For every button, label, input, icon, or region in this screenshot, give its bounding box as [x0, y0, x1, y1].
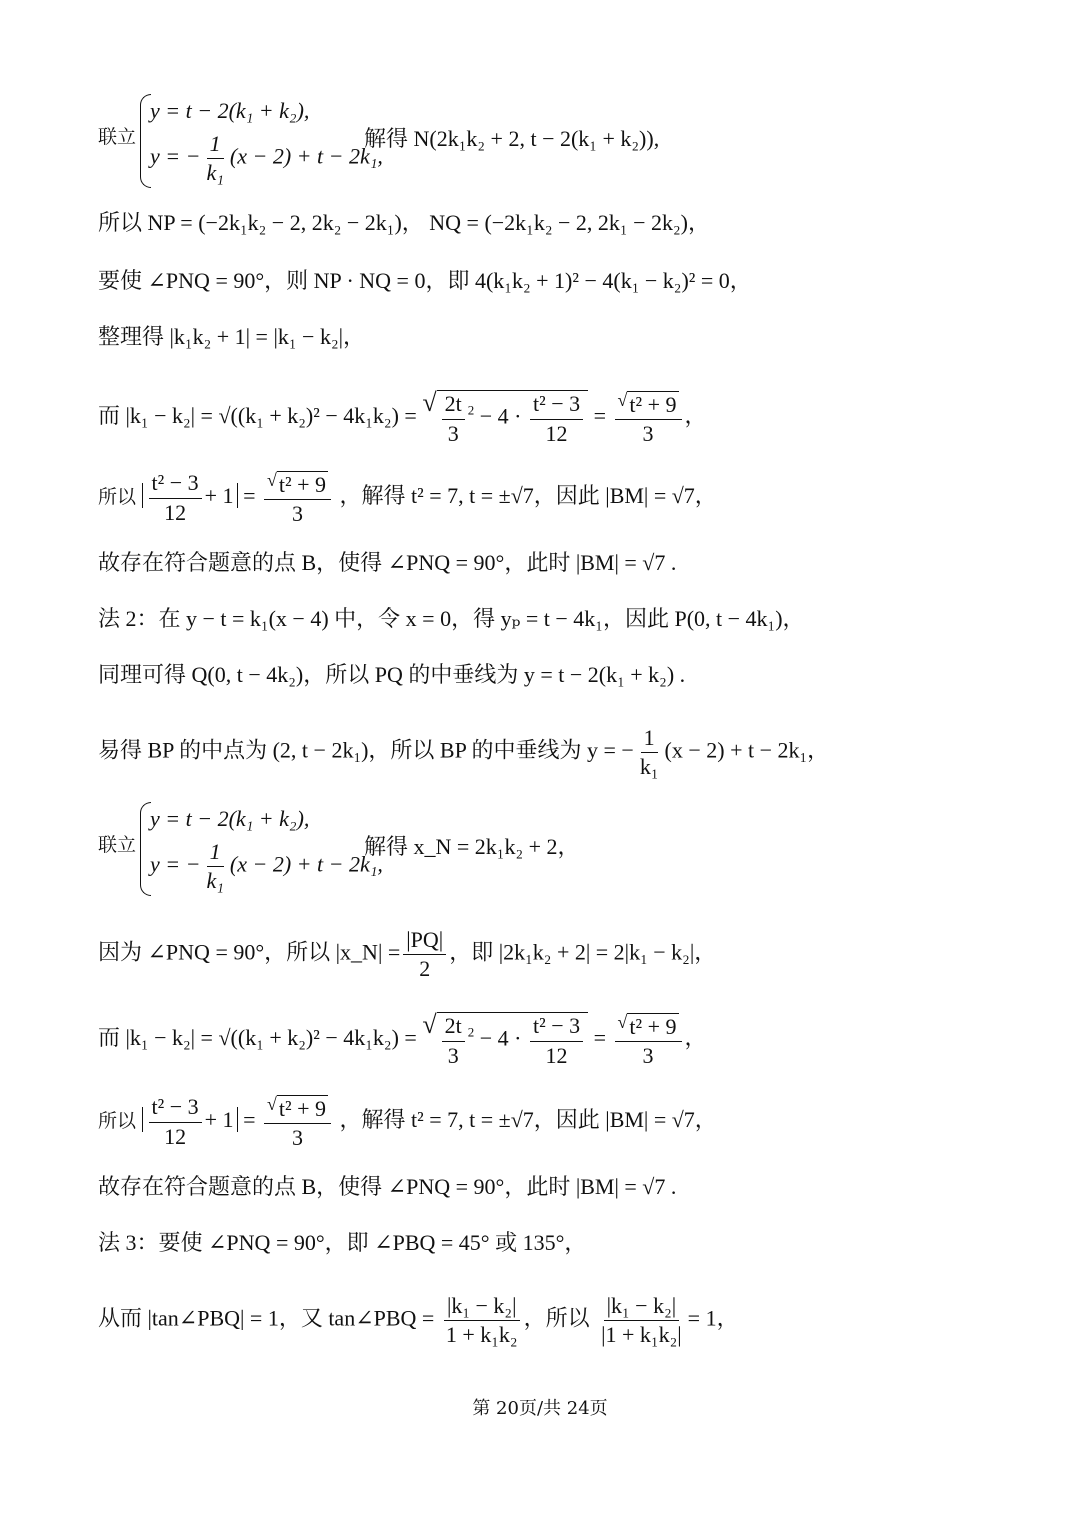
- method2-solve: 所以 $\frac{\text{t² − 3}}{12}$ + 1 = √ t² + 9 3 ，解得 t² = 7, t = ±√7，因此 |BM| = √7，: [98, 1093, 717, 1151]
- system-eq2: y = − $\frac{1}{\text{k₁}}$ (x − 2) + t − 2k₁,: [150, 131, 383, 186]
- page-footer: 第 20页/共 24页: [472, 1398, 608, 1419]
- system2-result: 解得 x_N = 2k₁k₂ + 2，: [364, 834, 580, 859]
- method2-xn: 因为 ∠PNQ = 90°，所以 |x_N| = $\frac{|PQ|}{2}$ ，即 |2k₁k₂ + 2| = 2|k₁ − k₂|，: [98, 927, 717, 982]
- method2-line1: 法 2：在 y − t = k₁(x − 4) 中，令 x = 0，得 yₚ = t − 4k₁，因此 P(0, t − 4k₁)，: [98, 606, 805, 631]
- system-eq1: y = t − 2(k₁ + k₂),: [150, 98, 310, 123]
- perp-condition: 要使 ∠PNQ = 90°，则 NP · NQ = 0，即 4(k₁k₂ + 1)² − 4(k₁ − k₂)² = 0，: [98, 268, 752, 293]
- simplified-eq: 整理得 |k₁k₂ + 1| = |k₁ − k₂|，: [98, 324, 366, 349]
- system-lead: 联立: [98, 126, 137, 148]
- diff-line: 而 |k₁ − k₂| = √((k₁ + k₂)² − 4k₁k₂) = √ $\frac{2t}{3}$ $^2$ − 4 · $\frac{\text{t² − 3}}{12}$ = √ t² + 9 3 ，: [98, 388, 707, 447]
- method2-line3: 易得 BP 的中点为 (2, t − 2k₁)，所以 BP 的中垂线为 y = − $\frac{1}{\text{k₁}}$ (x − 2) + t − 2k₁，: [98, 725, 830, 780]
- method3-line2: 从而 |tan∠PBQ| = 1，又 tan∠PBQ = $\frac{\text{|k₁ − k₂|}}{\text{1 + k₁k₂}}$ ，所以 $\frac{\text{|k₁ − k₂|}}{\text{|1 + k₁k₂|}}$ = 1，: [98, 1293, 739, 1348]
- method2-line2: 同理可得 Q(0, t − 4k₂)，所以 PQ 的中垂线为 y = t − 2(k₁ + k₂) .: [98, 662, 686, 687]
- method3-line1: 法 3：要使 ∠PNQ = 90°，即 ∠PBQ = 45° 或 135°，: [98, 1230, 587, 1255]
- solve-line: 所以 $\frac{\text{t² − 3}}{12}$ + 1 = √ t² + 9 3 ，解得 t² = 7, t = ±√7，因此 |BM| = √7，: [98, 469, 717, 527]
- fraction: $\frac{1}{\text{k₁}}$: [206, 131, 224, 186]
- system2-eq1: y = t − 2(k₁ + k₂),: [150, 806, 310, 831]
- system2-eq2: y = − $\frac{1}{\text{k₁}}$ (x − 2) + t − 2k₁,: [150, 839, 383, 894]
- conclusion-1: 故存在符合题意的点 B，使得 ∠PNQ = 90°，此时 |BM| = √7 .: [98, 550, 677, 575]
- system2-lead: 联立: [98, 834, 137, 856]
- conclusion-2: 故存在符合题意的点 B，使得 ∠PNQ = 90°，此时 |BM| = √7 .: [98, 1174, 677, 1199]
- vector-np-nq: 所以 NP = (−2k₁k₂ − 2, 2k₂ − 2k₁)， NQ = (−2k₁k₂ − 2, 2k₁ − 2k₂)，: [98, 210, 711, 235]
- method2-diff: 而 |k₁ − k₂| = √((k₁ + k₂)² − 4k₁k₂) = √ $\frac{2t}{3}$ $^2$ − 4 · $\frac{\text{t² − 3}}{12}$ = √ t² + 9 3 ，: [98, 1010, 707, 1069]
- system-result: 解得 N(2k₁k₂ + 2, t − 2(k₁ + k₂)),: [364, 126, 660, 151]
